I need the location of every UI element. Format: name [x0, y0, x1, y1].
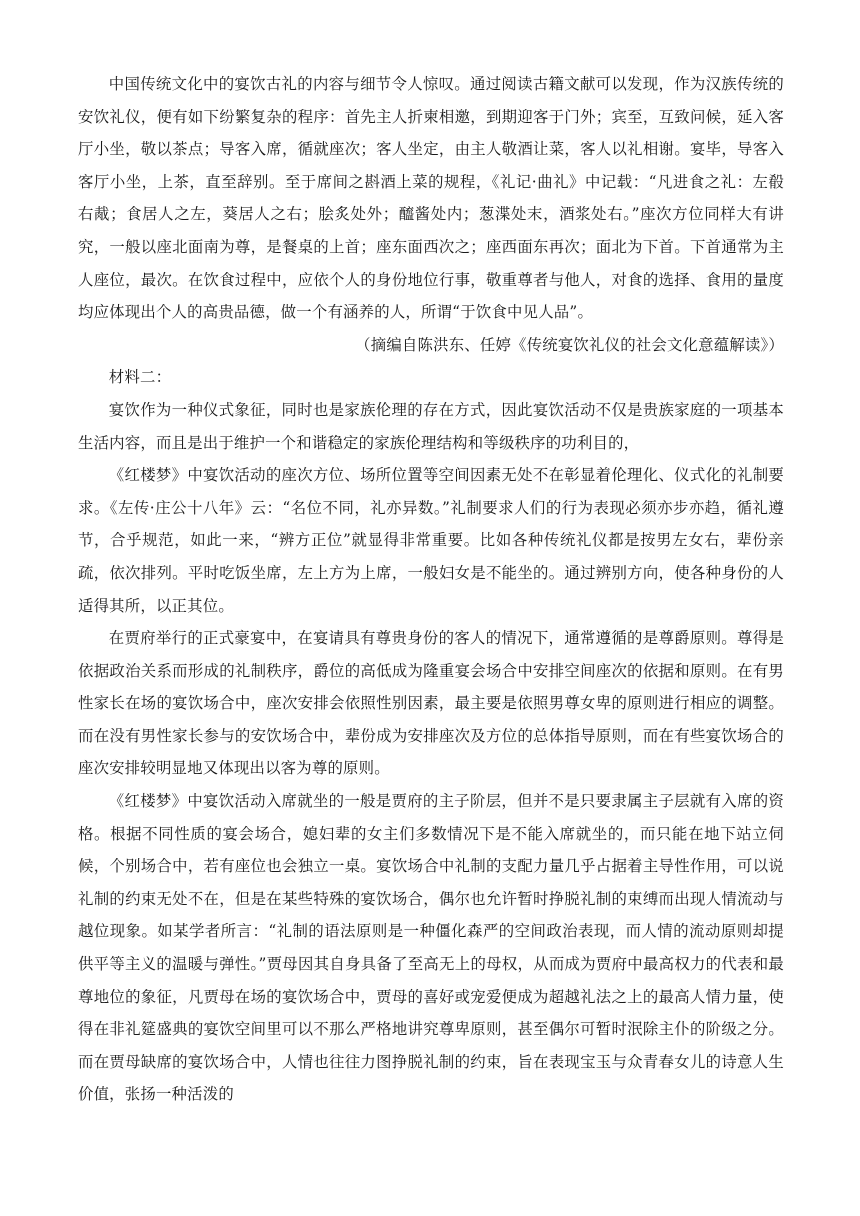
- paragraph-formal-banquet: 在贾府举行的正式豪宴中，在宴请具有尊贵身份的客人的情况下，通常遵循的是尊爵原则。尊得是依据政治关系而形成的礼制秩序，爵位的高低成为隆重宴会场合中安排空间座次的依据和原则。在有男性家长在场的宴饮场合中，座次安排会依照性别因素，最主要是依照男尊女卑的原则进行相应的调整。而在没有男性家长参与的安饮场合中，辈份成为安排座次及方位的总体指导原则，而在有些宴饮场合的座次安排较明显地又体现出以客为尊的原则。: [78, 629, 784, 778]
- paragraph-banquet-ritual: 宴饮作为一种仪式象征，同时也是家族伦理的存在方式，因此宴饮活动不仅是贵族家庭的一项基本生活内容，而且是出于维护一个和谐稳定的家族伦理结构和等级秩序的功利目的，: [78, 400, 784, 452]
- paragraph-seating-eligibility: 《红楼梦》中宴饮活动入席就坐的一般是贾府的主子阶层，但并不是只要隶属主子层就有入席的资格。根据不同性质的宴会场合，媳妇辈的女主们多数情况下是不能入席就坐的，而只能在地下站立伺候，个别场合中，若有座位也会独立一桌。宴饮场合中礼制的支配力量几乎占据着主导性作用，可以说礼制的约束无处不在，但是在某些特殊的宴饮场合，偶尔也允许暂时挣脱礼制的束缚而出现人情流动与越位现象。如某学者所言：“礼制的语法原则是一种僵化森严的空间政治表现，而人情的流动原则却提供平等主义的温暖与弹性。”贾母因其自身具备了至高无上的母权，从而成为贾府中最高权力的代表和最尊地位的象征，凡贾母在场的宴饮场合中，贾母的喜好或宠爱便成为超越礼法之上的最高人情力量，使得在非礼筵盛典的宴饮空间里可以不那么严格地讲究尊卑原则，甚至偶尔可暂时泯除主仆的阶级之分。而在贾母缺席的宴饮场合中，人情也往往力图挣脱礼制的约束，旨在表现宝玉与众青春女儿的诗意人生价值，张扬一种活泼的: [78, 792, 784, 1104]
- section-heading: 材料二：: [108, 368, 172, 387]
- paragraph-intro: 中国传统文化中的宴饮古礼的内容与细节令人惊叹。通过阅读古籍文献可以发现，作为汉族传统的安饮礼仪，便有如下纷繁复杂的程序：首先主人折柬相邀，到期迎客于门外；宾至，互致问候，延入客厅小坐，敬以茶点；导客入席，循就座次；客人坐定，由主人敬酒让菜，客人以礼相谢。宴毕，导客入客厅小坐，上茶，直至辞别。至于席间之斟酒上菜的规程，《礼记·曲礼》中记载：“凡进食之礼：左殽右胾；食居人之左，葵居人之右；脍炙处外；醯酱处内；葱渫处末，酒浆处右。”座次方位同样大有讲究，一般以座北面南为尊，是餐桌的上首；座东面西次之；座西面东再次；面北为下首。下首通常为主人座位，最次。在饮食过程中，应依个人的身份地位行事，敬重尊者与他人，对食的选择、食用的量度均应体现出个人的高贵品德，做一个有涵养的人，所谓“于饮食中见人品”。: [78, 75, 784, 322]
- document-page: [78, 68, 784, 1111]
- citation: （摘编自陈洪东、任婷《传统宴饮礼仪的社会文化意蕴解读》）: [355, 335, 784, 354]
- paragraph-seating-orientation: 《红楼梦》中宴饮活动的座次方位、场所位置等空间因素无处不在彰显着伦理化、仪式化的礼制要求。《左传·庄公十八年》云：“名位不同，礼亦异数。”礼制要求人们的行为表现必须亦步亦趋，循礼遵节，合乎规范，如此一来，“辨方正位”就显得非常重要。比如各种传统礼仪都是按男左女右，辈份亲疏，依次排列。平时吃饭坐席，左上方为上席，一般妇女是不能坐的。通过辨别方向，使各种身份的人适得其所，以正其位。: [78, 466, 784, 615]
